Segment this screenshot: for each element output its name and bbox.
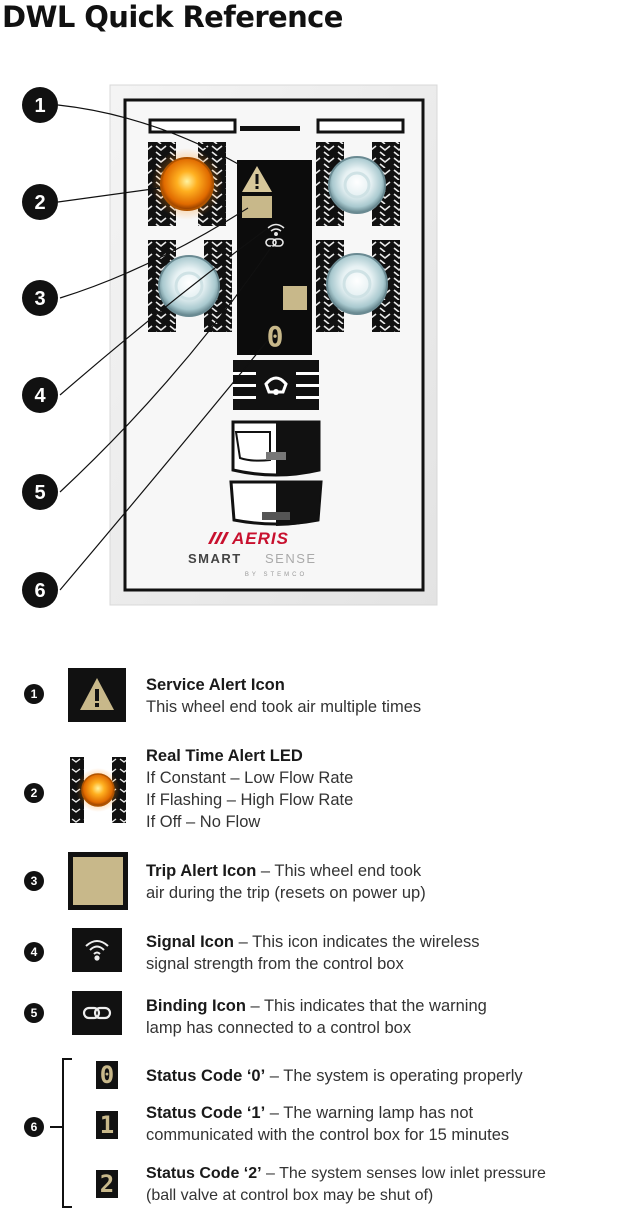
svg-text:1: 1 [34, 95, 46, 117]
signal-icon [72, 928, 122, 972]
wheel-front-left [148, 142, 226, 226]
legend-desc: lamp has connected to a control box [146, 1019, 412, 1037]
callout-badges [22, 87, 58, 608]
legend-title: Status Code ‘1’ [146, 1104, 266, 1122]
legend-title: Status Code ‘0’ [146, 1067, 266, 1085]
legend-desc: – The system is operating properly [265, 1067, 523, 1085]
binding-icon [72, 991, 122, 1035]
led-off [159, 256, 219, 316]
legend-item-3 [146, 860, 426, 904]
service-alert-icon [68, 668, 126, 722]
legend-title: Service Alert Icon [146, 676, 285, 694]
status-code-0-icon: 0 [96, 1061, 118, 1089]
legend-desc: (ball valve at control box may be shut of) [146, 1187, 434, 1204]
status-code-0 [146, 1065, 523, 1087]
legend-item-2 [146, 745, 353, 833]
legend-title: Binding Icon [146, 997, 246, 1015]
legend-title: Signal Icon [146, 933, 235, 951]
top-slot-right [318, 120, 403, 132]
led-off [329, 157, 385, 213]
legend-number-5: 5 [24, 1003, 44, 1023]
legend-desc: – The warning lamp has not [265, 1104, 474, 1122]
legend-number-6: 6 [24, 1117, 44, 1137]
legend-desc: – This icon indicates the wireless [234, 933, 480, 951]
legend-title: Status Code ‘2’ [146, 1165, 262, 1182]
legend-number-4: 4 [24, 942, 44, 962]
legend-item-1 [146, 674, 421, 718]
legend-number-3: 3 [24, 871, 44, 891]
trip-alert-icon [68, 852, 128, 910]
legend-desc: If Off – No Flow [146, 813, 261, 831]
svg-text:2: 2 [34, 192, 46, 214]
status-digit: 0 [266, 320, 284, 353]
legend-desc: signal strength from the control box [146, 955, 404, 973]
legend-title: Real Time Alert LED [146, 747, 303, 765]
legend-title: Trip Alert Icon [146, 862, 257, 880]
trip-alert-square [283, 286, 307, 310]
status-code-2 [146, 1163, 546, 1207]
legend-number-2: 2 [24, 783, 44, 803]
legend-desc: – The system senses low inlet pressure [261, 1165, 546, 1182]
smartsense-logo-a: SMART [188, 551, 242, 566]
legend-number-1: 1 [24, 684, 44, 704]
real-time-alert-led-on [161, 158, 213, 210]
real-time-alert-led-icon [70, 757, 126, 823]
legend-desc: air during the trip (resets on power up) [146, 884, 426, 902]
svg-text:5: 5 [34, 482, 46, 504]
smartsense-logo-b: SENSE [265, 551, 317, 566]
top-bar [240, 126, 300, 131]
legend-desc: – This wheel end took [256, 862, 422, 880]
status-code-1-icon: 1 [96, 1111, 118, 1139]
page-title: DWL Quick Reference [2, 0, 343, 34]
status-code-bracket [62, 1058, 72, 1208]
status-code-2-icon: 2 [96, 1170, 118, 1198]
legend-desc: If Constant – Low Flow Rate [146, 769, 354, 787]
led-off [327, 254, 387, 314]
svg-text:AERIS: AERIS [232, 529, 289, 548]
legend-item-5 [146, 995, 487, 1039]
svg-text:4: 4 [34, 385, 46, 407]
svg-text:3: 3 [34, 288, 46, 310]
stemco-tagline: BY STEMCO [244, 572, 308, 578]
legend-desc: This wheel end took air multiple times [146, 698, 422, 716]
trip-alert-icon [242, 196, 272, 218]
service-alert-icon [239, 160, 275, 196]
legend-desc: communicated with the control box for 15 minutes [146, 1126, 510, 1144]
legend-desc: If Flashing – High Flow Rate [146, 791, 354, 809]
svg-text:6: 6 [34, 580, 46, 602]
legend-desc: – This indicates that the warning [245, 997, 487, 1015]
status-code-1 [146, 1102, 509, 1146]
status-code-bracket-tick [50, 1126, 64, 1128]
legend-item-4 [146, 931, 480, 975]
